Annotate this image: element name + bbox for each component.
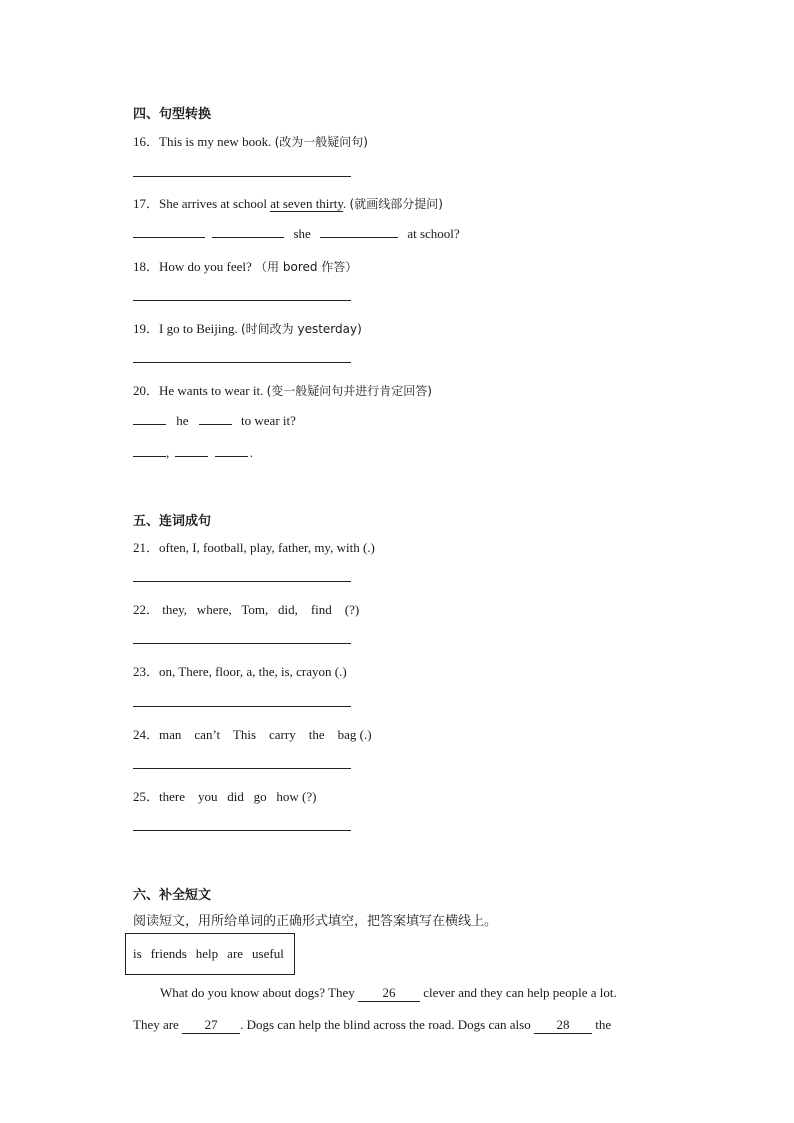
answer-row-17	[133, 225, 460, 242]
question-number: 19．	[133, 321, 160, 336]
question-16	[133, 131, 368, 150]
passage-text: clever and they can help people a lot.	[419, 985, 617, 1000]
passage-text: the	[591, 1017, 612, 1032]
underlined-phrase: at seven thirty	[270, 196, 344, 211]
question-text: I go to Beijing.	[159, 321, 241, 336]
word-bank-item: help	[195, 946, 219, 961]
question-17	[133, 193, 443, 212]
section-5-title: 五、连词成句	[133, 514, 212, 529]
word-bank-item: friends	[150, 946, 187, 961]
question-text: How do you feel?	[159, 259, 256, 274]
answer-line-22[interactable]	[133, 643, 351, 644]
question-number: 22．	[133, 602, 160, 617]
word-bank-item: useful	[252, 946, 284, 961]
answer-line-16[interactable]	[133, 176, 351, 177]
answer-blank[interactable]	[133, 225, 205, 238]
question-number: 17．	[133, 196, 160, 211]
question-text: man can’t This carry the bag (.)	[159, 727, 372, 742]
question-number: 18．	[133, 259, 160, 274]
period: .	[249, 445, 253, 460]
question-text: She arrives at school	[159, 196, 271, 211]
answer-blank[interactable]	[175, 444, 208, 457]
question-number: 24．	[133, 727, 160, 742]
passage-line-1	[160, 985, 617, 1002]
question-24	[133, 724, 372, 743]
question-22	[133, 599, 359, 618]
question-19	[133, 318, 362, 337]
question-number: 20．	[133, 383, 160, 398]
question-text: often, I, football, play, father, my, with (.)	[159, 540, 375, 555]
answer-row-20a	[133, 412, 296, 429]
section-6-instruction: 阅读短文，用所给单词的正确形式填空，把答案填写在横线上。	[133, 914, 498, 929]
question-text: This is my new book.	[159, 134, 275, 149]
answer-blank[interactable]	[199, 412, 232, 425]
comma: ,	[166, 445, 170, 460]
question-text: on, There, floor, a, the, is, crayon (.)	[159, 664, 347, 679]
question-21	[133, 537, 375, 556]
answer-line-23[interactable]	[133, 706, 351, 707]
answer-blank[interactable]	[133, 444, 166, 457]
question-text-end: .	[343, 196, 350, 211]
question-number: 16．	[133, 134, 160, 149]
word-bank-item: is	[133, 946, 142, 961]
question-25	[133, 786, 316, 805]
question-instruction: (变一般疑问句并进行肯定回答)	[266, 384, 432, 398]
answer-word: he	[176, 413, 189, 428]
question-18	[133, 256, 357, 275]
answer-word: she	[293, 226, 311, 241]
question-number: 23．	[133, 664, 160, 679]
section-4-title: 四、句型转换	[133, 107, 212, 122]
answer-line-18[interactable]	[133, 300, 351, 301]
question-instruction: (改为一般疑问句)	[274, 135, 368, 149]
question-number: 25．	[133, 789, 160, 804]
passage-text: They are	[133, 1017, 183, 1032]
word-bank-box	[125, 933, 295, 975]
blank-27[interactable]: 27	[182, 1017, 240, 1034]
answer-word: to wear it?	[241, 413, 296, 428]
answer-word: at school?	[407, 226, 460, 241]
question-instruction: （用 bored 作答）	[255, 260, 358, 274]
answer-blank[interactable]	[215, 444, 248, 457]
answer-blank[interactable]	[212, 225, 284, 238]
blank-26[interactable]: 26	[358, 985, 420, 1002]
answer-blank[interactable]	[320, 225, 398, 238]
passage-text: . Dogs can help the blind across the road. Dogs can also	[240, 1017, 534, 1032]
question-text: He wants to wear it.	[159, 383, 267, 398]
answer-line-25[interactable]	[133, 830, 351, 831]
answer-blank[interactable]	[133, 412, 166, 425]
question-20	[133, 380, 432, 399]
passage-text: What do you know about dogs? They	[160, 985, 358, 1000]
answer-line-24[interactable]	[133, 768, 351, 769]
question-text: they, where, Tom, did, find (?)	[159, 602, 360, 617]
word-bank-item: are	[227, 946, 244, 961]
blank-28[interactable]: 28	[534, 1017, 592, 1034]
question-number: 21．	[133, 540, 160, 555]
question-text: there you did go how (?)	[159, 789, 317, 804]
section-6-title: 六、补全短文	[133, 888, 212, 903]
question-23	[133, 661, 347, 680]
answer-line-19[interactable]	[133, 362, 351, 363]
passage-line-2	[133, 1017, 611, 1034]
question-instruction: (就画线部分提问)	[349, 197, 443, 211]
question-instruction: (时间改为 yesterday)	[240, 322, 362, 336]
answer-line-21[interactable]	[133, 581, 351, 582]
answer-row-20b	[133, 444, 253, 461]
